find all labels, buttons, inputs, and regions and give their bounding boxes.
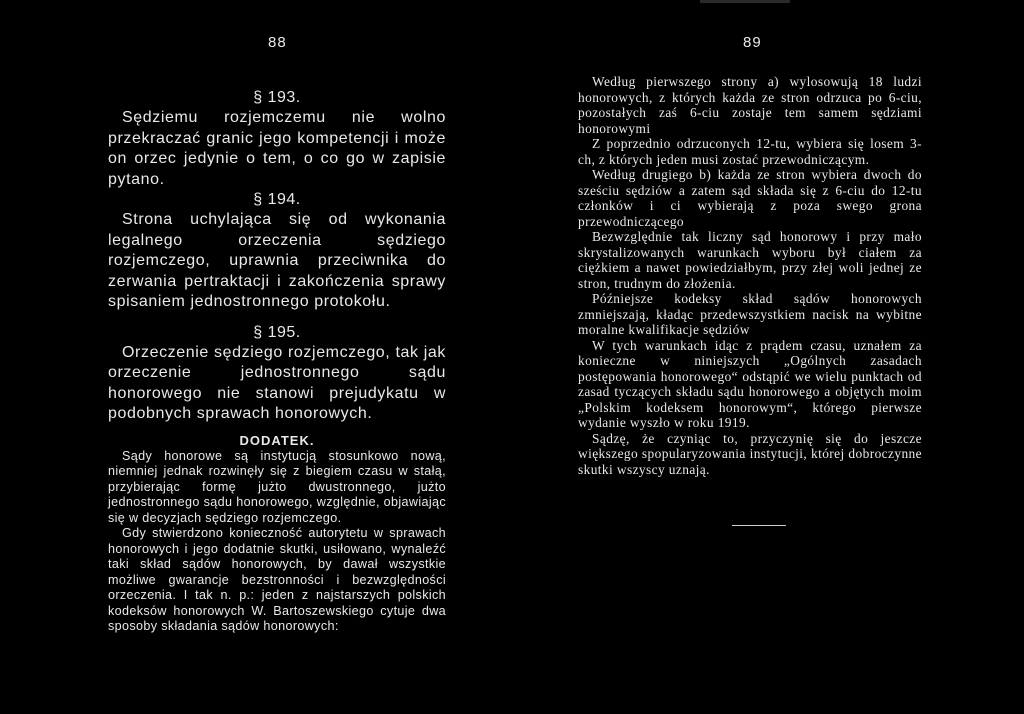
right-paragraph-6: W tych warunkach idąc z prądem czasu, uznałem za konieczne w niniejszych „Ogólnych zasadach postępowania honorowego“ odstąpić we wielu punktach od zasad tyczących składu sądu honorowego a objętych moim „Polskim kodeksem honorowym“, którego pierwsze wydanie wyszło w roku 1919.: [578, 337, 922, 430]
page-number-right: 89: [743, 34, 762, 51]
right-paragraph-2: Z poprzednio odrzuconych 12-tu, wybiera się losem 3-ch, z których jeden musi zostać przewodniczącym.: [578, 136, 922, 167]
addendum-heading: DODATEK.: [239, 432, 315, 448]
addendum-paragraph-2: Gdy stwierdzono konieczność autorytetu w sprawach honorowych i jego dodatnie skutki, usiłowano, wynaleźć taki skład sądów honorowych, by dawał wszystkie możliwe gwarancje bezstronności i bezwzględności orzeczenia. I tak n. p.: jeden z najstarszych polskich kodeksów honorowych W. Bartoszewskiego cytuje dwa sposoby składania sądów honorowych:: [108, 526, 446, 633]
right-page: [512, 0, 1024, 714]
section-193-text: Sędziemu rozjemczemu nie wolno przekraczać granic jego kompetencji i może on orzec jedynie o tem, o co go w zapisie pytano.: [108, 109, 446, 188]
end-divider-rule: [732, 525, 786, 526]
section-194-heading: § 194.: [253, 191, 301, 208]
addendum-paragraph-1: Sądy honorowe są instytucją stosunkowo nową, niemniej jednak rozwinęły się z biegiem czasu w stałą, przybierając formę jużto dwustronnego, jużto jednostronnego sądu honorowego, względnie, objawiając się w decyzjach sędziego rozjemczego.: [108, 448, 446, 525]
page-number-left: 88: [268, 34, 287, 51]
right-paragraph-4: Bezwzględnie tak liczny sąd honorowy i przy mało skrystalizowanych warunkach wyboru był ciałem za ciężkiem a nawet powiedziałbym, przy złej woli jednej ze stron, trudnym do złożenia.: [578, 229, 922, 291]
section-195-text: Orzeczenie sędziego rozjemczego, tak jak orzeczenie jednostronnego sądu honorowego nie stanowi prejudykatu w podobnych sprawach honorowych.: [108, 343, 446, 422]
right-paragraph-3: Według drugiego b) każda ze stron wybiera dwoch do sześciu sędziów a zatem sąd składa się z 6-ciu do 12-tu członków i ci wybierają z poza swego grona przewodniczącego: [578, 167, 922, 229]
right-paragraph-5: Późniejsze kodeksy skład sądów honorowych zmniejszają, kładąc przedewszystkiem nacisk na wybitne moralne kwalifikacje sędziów: [578, 291, 922, 337]
section-195-heading: § 195.: [253, 323, 301, 341]
right-text-column: [578, 74, 922, 477]
section-193-heading: § 193.: [253, 89, 301, 106]
right-paragraph-7: Sądzę, że czyniąc to, przyczynię się do jeszcze większego spopularyzowania instytucji, której dobroczynne skutki wszyscy uznają.: [578, 430, 922, 477]
right-paragraph-1: Według pierwszego strony a) wylosowują 18 ludzi honorowych, z których każda ze stron odrzuca po 6-ciu, pozostałych zaś 6-ciu zostaje tem samem sędziami honorowymi: [578, 74, 922, 136]
section-194-text: Strona uchylająca się od wykonania legalnego orzeczenia sędziego rozjemczego, uprawnia przeciwnika do zerwania pertraktacji i zakończenia sprawy spisaniem jednostronnego protokołu.: [108, 211, 446, 310]
left-text-column: [108, 88, 446, 635]
